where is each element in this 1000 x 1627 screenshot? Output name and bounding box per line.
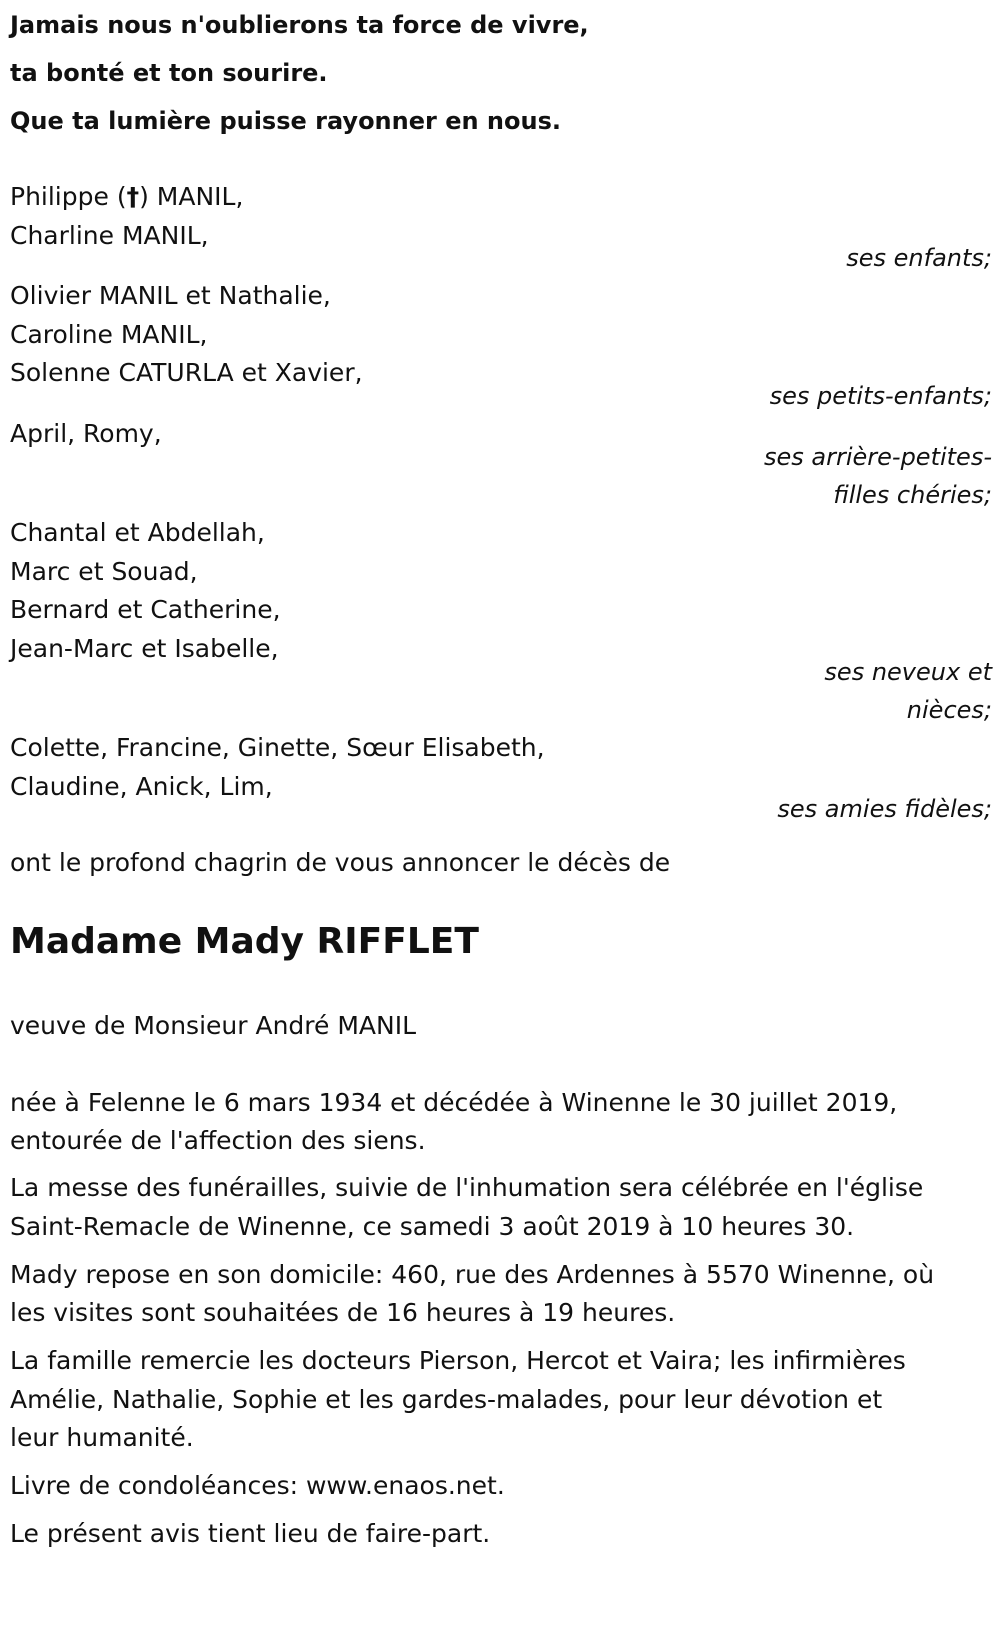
grandchild-name-1: Olivier MANIL et Nathalie, xyxy=(10,281,331,310)
friend-names-2: Claudine, Anick, Lim, xyxy=(10,772,273,801)
thanks-line-3: leur humanité. xyxy=(10,1423,194,1452)
relation-great-grandchildren-line-1: ses arrière-petites- xyxy=(764,443,992,471)
grandchild-name-3: Solenne CATURLA et Xavier, xyxy=(10,358,363,387)
epigraph-line-1: Jamais nous n'oublierons ta force de vivre, xyxy=(10,11,589,39)
child-name-1 xyxy=(10,181,243,213)
relation-nephews-line-2: nièces; xyxy=(906,696,992,724)
relation-grandchildren: ses petits-enfants; xyxy=(769,382,992,410)
relation-great-grandchildren-line-2: filles chéries; xyxy=(833,481,992,509)
nephew-name-4: Jean-Marc et Isabelle, xyxy=(10,634,279,663)
epigraph-line-2: ta bonté et ton sourire. xyxy=(10,59,328,87)
child-name-1-end: ) MANIL, xyxy=(139,182,244,211)
notice-line: Le présent avis tient lieu de faire-part. xyxy=(10,1519,491,1548)
friend-names-1: Colette, Francine, Ginette, Sœur Elisabeth, xyxy=(10,733,545,762)
widow-of-text: veuve de Monsieur André MANIL xyxy=(10,1011,417,1040)
birth-death-line-1: née à Felenne le 6 mars 1934 et décédée à Winenne le 30 juillet 2019, xyxy=(10,1088,898,1117)
cross-icon: † xyxy=(126,182,140,211)
condolences-line: Livre de condoléances: www.enaos.net. xyxy=(10,1471,505,1500)
domicile-line-1: Mady repose en son domicile: 460, rue des Ardennes à 5570 Winenne, où xyxy=(10,1260,935,1289)
domicile-line-2: les visites sont souhaitées de 16 heures à 19 heures. xyxy=(10,1298,676,1327)
funeral-line-2: Saint-Remacle de Winenne, ce samedi 3 août 2019 à 10 heures 30. xyxy=(10,1212,855,1241)
thanks-line-1: La famille remercie les docteurs Pierson, Hercot et Vaira; les infirmières xyxy=(10,1346,906,1375)
relation-nephews-line-1: ses neveux et xyxy=(824,658,992,686)
deceased-name: Madame Mady RIFFLET xyxy=(10,921,479,962)
child-name-1-start: Philippe ( xyxy=(10,182,127,211)
relation-friends: ses amies fidèles; xyxy=(777,795,992,823)
funeral-line-1: La messe des funérailles, suivie de l'inhumation sera célébrée en l'église xyxy=(10,1173,924,1202)
nephew-name-1: Chantal et Abdellah, xyxy=(10,518,265,547)
announcement-text: ont le profond chagrin de vous annoncer le décès de xyxy=(10,848,671,877)
birth-death-line-2: entourée de l'affection des siens. xyxy=(10,1126,426,1155)
epigraph-line-3: Que ta lumière puisse rayonner en nous. xyxy=(10,107,561,135)
grandchild-name-2: Caroline MANIL, xyxy=(10,320,208,349)
thanks-line-2: Amélie, Nathalie, Sophie et les gardes-malades, pour leur dévotion et xyxy=(10,1385,883,1414)
nephew-name-3: Bernard et Catherine, xyxy=(10,595,281,624)
nephew-name-2: Marc et Souad, xyxy=(10,557,198,586)
child-name-2: Charline MANIL, xyxy=(10,221,209,250)
great-grandchild-names: April, Romy, xyxy=(10,419,162,448)
relation-children: ses enfants; xyxy=(846,244,992,272)
